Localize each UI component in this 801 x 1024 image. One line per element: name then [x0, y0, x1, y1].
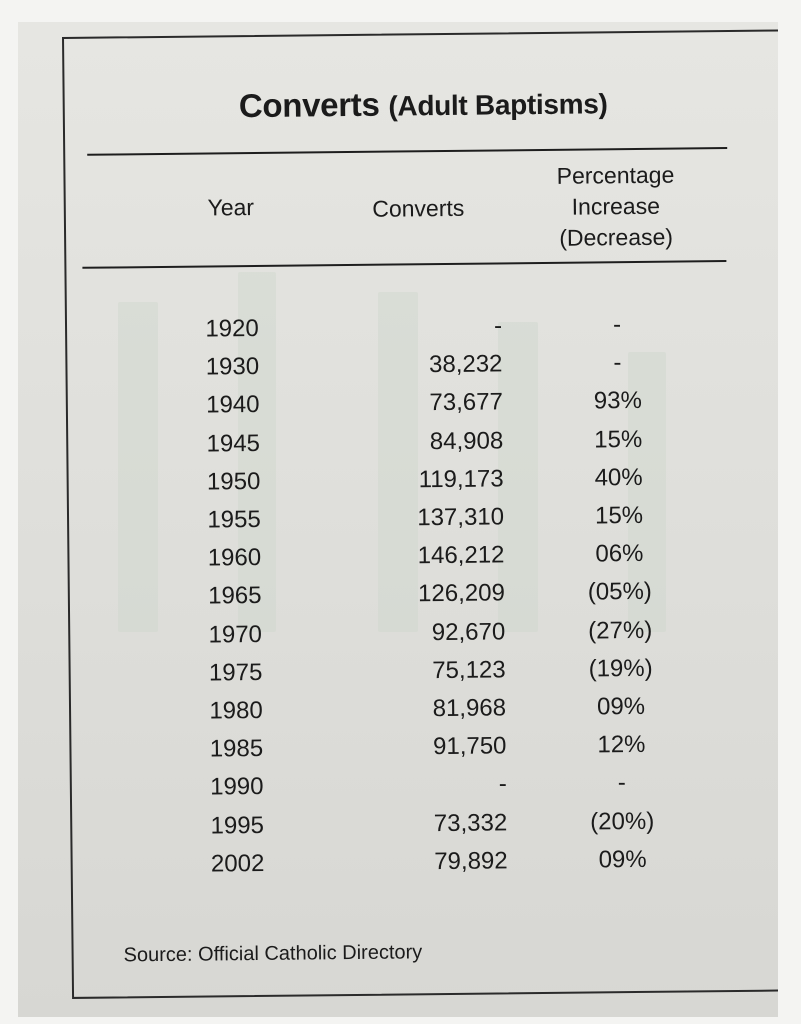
percentage-cell: (19%): [588, 654, 653, 683]
percentage-cell: 15%: [594, 425, 643, 454]
header-converts: Converts: [372, 194, 465, 222]
year-cell: 1995: [210, 811, 265, 840]
converts-cell: 119,173: [418, 465, 504, 494]
percentage-cell: 12%: [597, 731, 646, 759]
converts-cell: 91,750: [432, 732, 507, 761]
percentage-cell: -: [617, 769, 626, 797]
percentage-cell: 40%: [594, 463, 643, 492]
percentage-cell: 93%: [593, 387, 642, 415]
header-year: Year: [207, 193, 255, 221]
year-cell: 1930: [205, 353, 260, 381]
converts-cell: 137,310: [417, 503, 505, 532]
title-sub: (Adult Baptisms): [388, 88, 608, 122]
converts-cell: 73,332: [433, 808, 508, 837]
percentage-cell: (20%): [590, 807, 655, 836]
converts-cell: 38,232: [428, 350, 503, 379]
header-pct-line2: Increase: [571, 192, 661, 220]
converts-cell: 81,968: [432, 694, 507, 723]
year-cell: 1945: [206, 429, 261, 458]
converts-cell: 79,892: [434, 847, 508, 875]
year-cell: 1955: [207, 505, 261, 534]
year-cell: 1920: [205, 314, 259, 343]
table-row: [73, 844, 778, 890]
converts-cell: 92,670: [431, 617, 506, 646]
header-pct-line3: (Decrease): [559, 223, 674, 251]
percentage-cell: -: [613, 349, 622, 377]
year-cell: 1970: [208, 620, 263, 649]
source-note: Source: Official Catholic Directory: [123, 941, 423, 967]
percentage-cell: (27%): [588, 616, 653, 645]
percentage-cell: 15%: [594, 501, 644, 530]
year-cell: 1960: [207, 544, 262, 572]
year-cell: 1975: [208, 658, 263, 687]
year-cell: 1985: [209, 735, 264, 763]
percentage-cell: (05%): [587, 578, 652, 606]
percentage-cell: 09%: [596, 692, 646, 721]
printed-page: [18, 22, 778, 1017]
table-frame: [62, 29, 778, 998]
percentage-cell: -: [612, 311, 622, 339]
converts-cell: 84,908: [429, 426, 504, 455]
year-cell: 1990: [210, 773, 264, 801]
converts-cell: 75,123: [432, 656, 506, 684]
converts-cell: -: [493, 312, 503, 340]
converts-cell: 126,209: [417, 579, 505, 608]
year-cell: 1980: [209, 696, 263, 725]
converts-cell: 146,212: [417, 541, 505, 570]
header-bottom-rule: [82, 260, 726, 269]
title-main: Converts: [238, 85, 380, 125]
percentage-cell: 06%: [595, 540, 644, 568]
percentage-cell: 09%: [598, 845, 647, 874]
year-cell: 1950: [206, 467, 261, 496]
converts-cell: 73,677: [429, 388, 503, 417]
header-percentage: [520, 159, 711, 254]
year-cell: 2002: [210, 849, 265, 878]
table-title: [65, 81, 778, 127]
header-pct-line1: Percentage: [556, 161, 675, 189]
converts-cell: -: [498, 770, 507, 798]
year-cell: 1965: [208, 582, 262, 610]
header-top-rule: [87, 147, 727, 156]
year-cell: 1940: [206, 391, 260, 419]
